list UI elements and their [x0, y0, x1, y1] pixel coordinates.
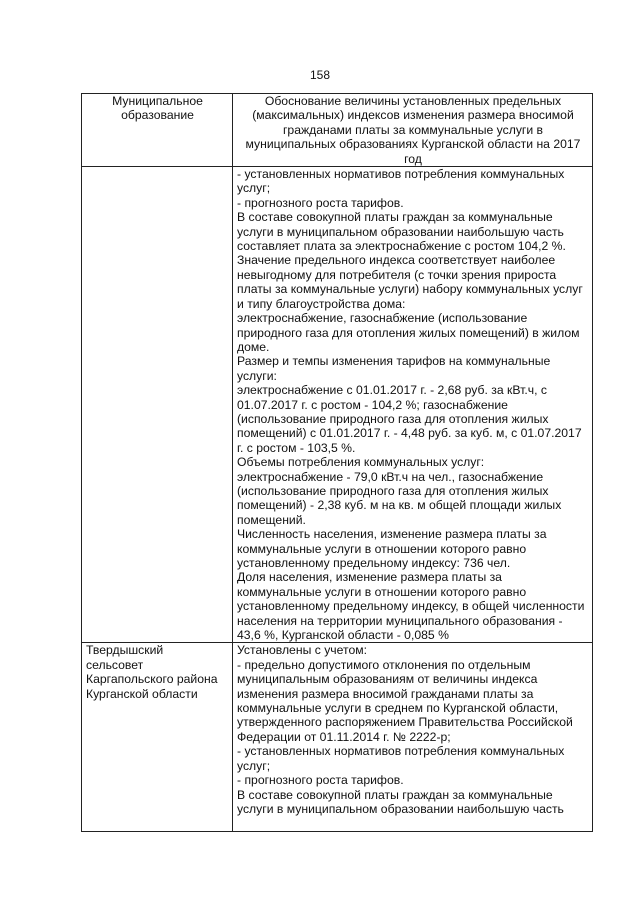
- page-number: 158: [309, 68, 331, 82]
- paragraph: электроснабжение, газоснабжение (использование природного газа для отопления жилых помещений) в жилом доме.: [237, 311, 580, 354]
- paragraph: Объемы потребления коммунальных услуг:: [237, 455, 485, 470]
- table-row: [82, 167, 593, 643]
- paragraph: Установлены с учетом:: [237, 643, 367, 658]
- table-row: [82, 643, 593, 832]
- justification-cell: [233, 643, 593, 832]
- paragraph: - прогнозного роста тарифов.: [237, 195, 404, 210]
- header-justification: Обоснование величины установленных предельных (максимальных) индексов изменения размера вносимой гражданами платы за коммунальные услуги в муниципальных образованиях Курганской области на 2017 год: [233, 94, 593, 167]
- paragraph: В составе совокупной платы граждан за коммунальные услуги в муниципальном образовании наибольшую часть: [237, 787, 564, 816]
- paragraph: электроснабжение с 01.01.2017 г. - 2,68 руб. за кВт.ч, с 01.07.2017 г. с ростом - 104,2 %; газоснабжение (использование природного газа для отопления жилых помещений) с 01.01.2017 г. - 4,48 руб. за куб. м, с 01.07.2017 г. с ростом - 103,5 %.: [237, 383, 582, 455]
- table-header-row: [82, 94, 593, 167]
- paragraph: - предельно допустимого отклонения по отдельным муниципальным образованиям от величины индекса изменения размера вносимой гражданами платы за коммунальные услуги в среднем по Курганской области, утвержденного распоряжением Правительства Российской Федерации от 01.11.2014 г. № 2222-р;: [237, 657, 573, 744]
- paragraph: электроснабжение - 79,0 кВт.ч на чел., газоснабжение (использование природного газа для отопления жилых помещений) - 2,38 куб. м на кв. м общей площади жилых помещений.: [237, 469, 562, 527]
- paragraph: Доля населения, изменение размера платы за коммунальные услуги в отношении которого равно установленному предельному индексу, в общей численности населения на территории муниципального образования - 43,6 %, Курганской области - 0,085 %: [237, 570, 585, 643]
- paragraph: - установленных нормативов потребления коммунальных услуг;: [237, 744, 565, 773]
- paragraph: В составе совокупной платы граждан за коммунальные услуги в муниципальном образовании наибольшую часть составляет плата за электроснабжение с ростом 104,2 %.: [237, 210, 566, 254]
- justification-cell: [233, 167, 593, 643]
- paragraph: Размер и темпы изменения тарифов на коммунальные услуги:: [237, 354, 551, 383]
- municipality-cell: [82, 167, 233, 643]
- municipality-cell: Твердышский сельсовет Каргапольского района Курганской области: [82, 643, 233, 832]
- paragraph: Численность населения, изменение размера платы за коммунальные услуги в отношении которого равно установленному предельному индексу: 736 чел.: [237, 527, 547, 570]
- header-municipality: Муниципальное образование: [82, 94, 233, 167]
- paragraph: - прогнозного роста тарифов.: [237, 773, 404, 788]
- paragraph: - установленных нормативов потребления коммунальных услуг;: [237, 167, 565, 196]
- paragraph: Значение предельного индекса соответствует наиболее невыгодному для потребителя (с точки зрения прироста платы за коммунальные услуги) набору коммунальных услуг и типу благоустройства дома:: [237, 253, 583, 311]
- justification-table: [81, 93, 593, 832]
